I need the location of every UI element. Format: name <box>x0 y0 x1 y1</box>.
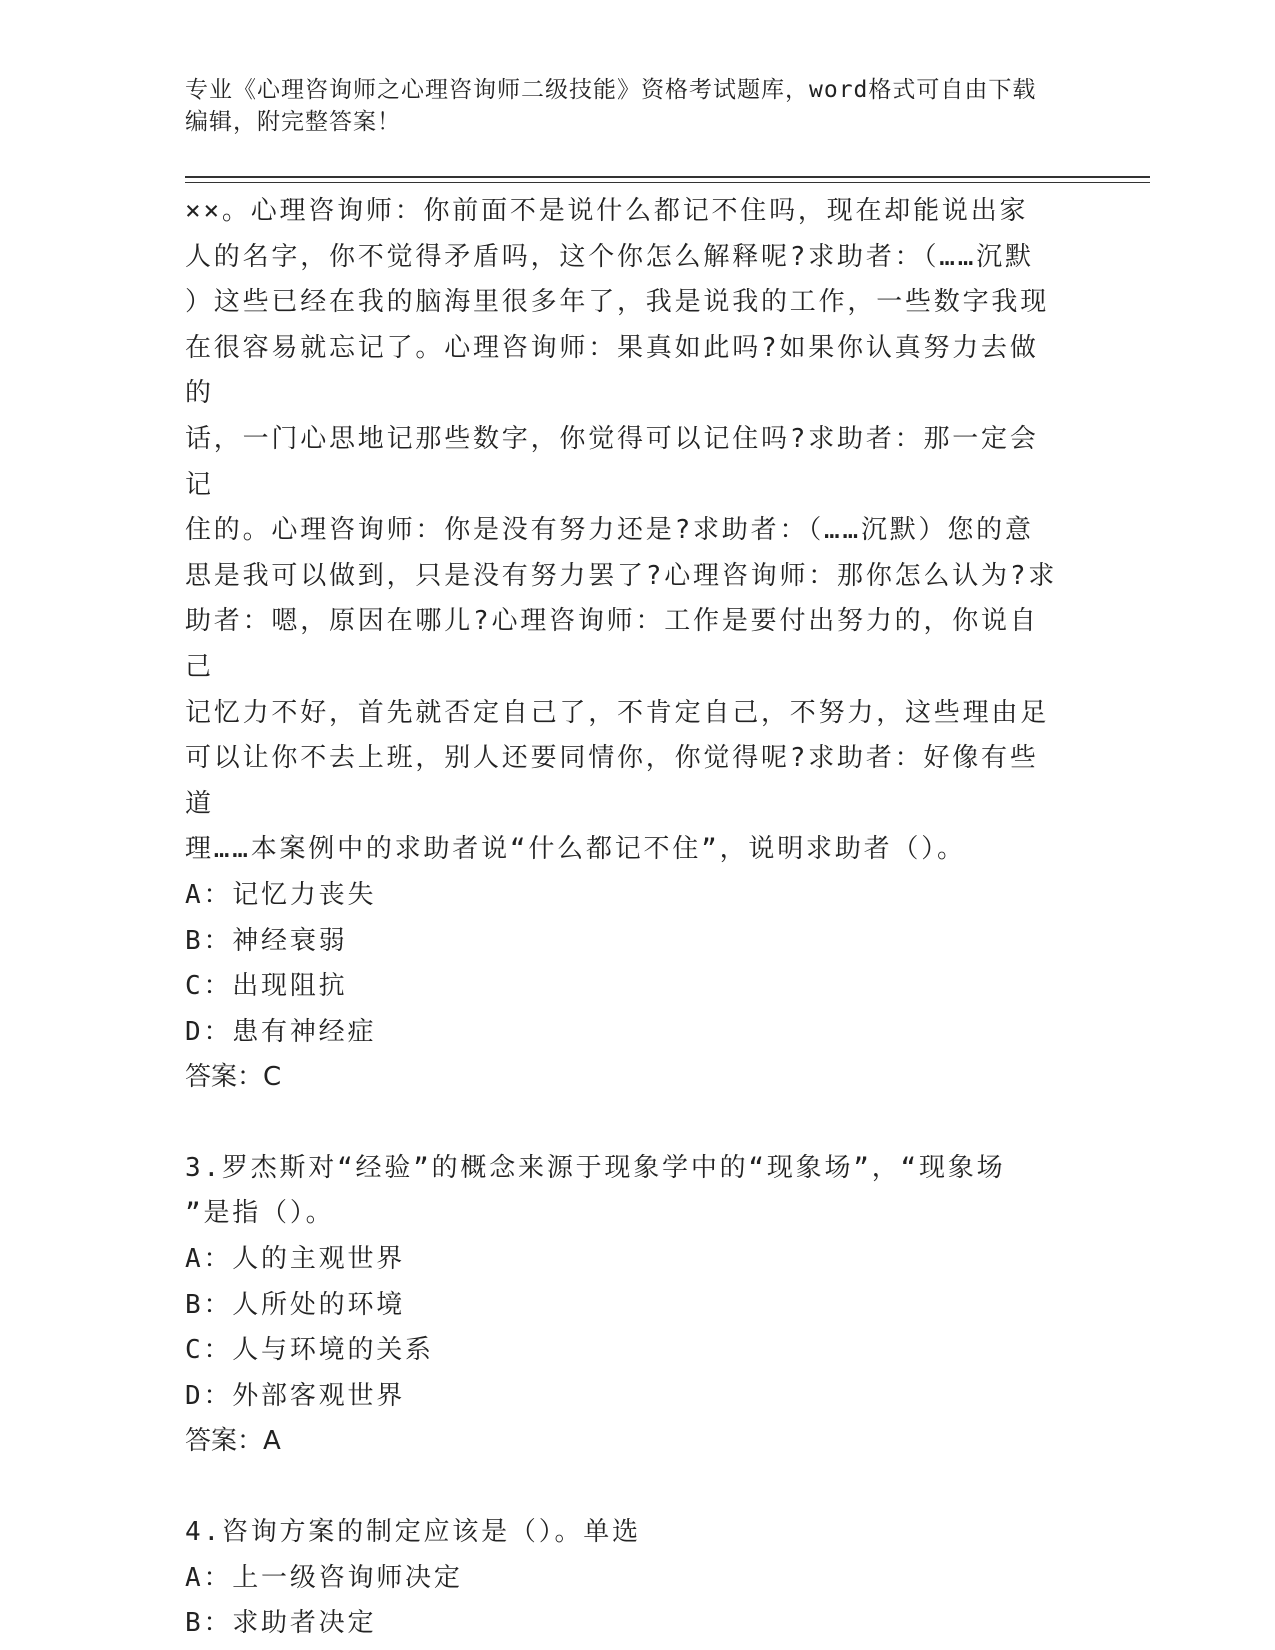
question-2-text-line: 话，一门心思地记那些数字，你觉得可以记住吗?求助者：那一定会记 <box>185 423 1039 500</box>
question-3-option-d: D：外部客观世界 <box>185 1380 406 1411</box>
question-4 <box>185 1510 1065 1647</box>
document-body <box>185 189 1065 1647</box>
header-line-1: 专业《心理咨询师之心理咨询师二级技能》资格考试题库，word格式可自由下载 <box>185 77 1037 103</box>
question-4-option-a: A：上一级咨询师决定 <box>185 1562 463 1593</box>
question-2-text-line: 可以让你不去上班，别人还要同情你，你觉得呢?求助者：好像有些道 <box>185 743 1039 819</box>
question-2-text-line: 思是我可以做到，只是没有努力罢了?心理咨询师：那你怎么认为?求 <box>185 560 1058 591</box>
header-rule-thin <box>185 182 1150 183</box>
question-3-option-a: A：人的主观世界 <box>185 1244 406 1275</box>
question-2-text-line: 理……本案例中的求助者说“什么都记不住”，说明求助者（）。 <box>185 834 966 865</box>
question-2 <box>185 189 1065 1101</box>
question-3 <box>185 1146 1065 1465</box>
question-3-text-line: ”是指（）。 <box>185 1198 335 1229</box>
question-3-option-b: B：人所处的环境 <box>185 1289 406 1320</box>
question-3-option-c: C：人与环境的关系 <box>185 1335 434 1366</box>
question-2-text-line: ）这些已经在我的脑海里很多年了，我是说我的工作，一些数字我现 <box>185 287 1050 318</box>
question-2-option-c: C：出现阻抗 <box>185 971 348 1002</box>
header-line-2: 编辑，附完整答案！ <box>185 109 401 135</box>
document-header <box>185 74 1085 138</box>
spacer <box>185 1101 1065 1146</box>
question-4-option-b: B：求助者决定 <box>185 1608 377 1639</box>
header-rule-thick <box>185 176 1150 178</box>
question-2-text-line: 助者：嗯，原因在哪儿?心理咨询师：工作是要付出努力的，你说自己 <box>185 606 1039 682</box>
question-2-text-line: 记忆力不好，首先就否定自己了，不肯定自己，不努力，这些理由足 <box>185 697 1050 728</box>
question-3-answer: 答案：A <box>185 1426 281 1457</box>
spacer <box>185 1465 1065 1510</box>
question-2-option-b: B：神经衰弱 <box>185 925 348 956</box>
question-2-text-line: 在很容易就忘记了。心理咨询师：果真如此吗?如果你认真努力去做的 <box>185 332 1039 409</box>
question-2-text-line: 住的。心理咨询师：你是没有努力还是?求助者：（……沉默）您的意 <box>185 515 1034 546</box>
question-4-text-line: 4.咨询方案的制定应该是（）。单选 <box>185 1517 641 1548</box>
question-2-text-line: ××。心理咨询师：你前面不是说什么都记不住吗，现在却能说出家 <box>185 196 1029 226</box>
question-2-option-d: D：患有神经症 <box>185 1016 377 1047</box>
question-3-text-line: 3.罗杰斯对“经验”的概念来源于现象学中的“现象场”，“现象场 <box>185 1152 1006 1183</box>
question-2-answer: 答案：C <box>185 1062 282 1093</box>
question-2-text-line: 人的名字，你不觉得矛盾吗，这个你怎么解释呢?求助者：（……沉默 <box>185 241 1034 272</box>
question-2-option-a: A：记忆力丧失 <box>185 879 377 910</box>
